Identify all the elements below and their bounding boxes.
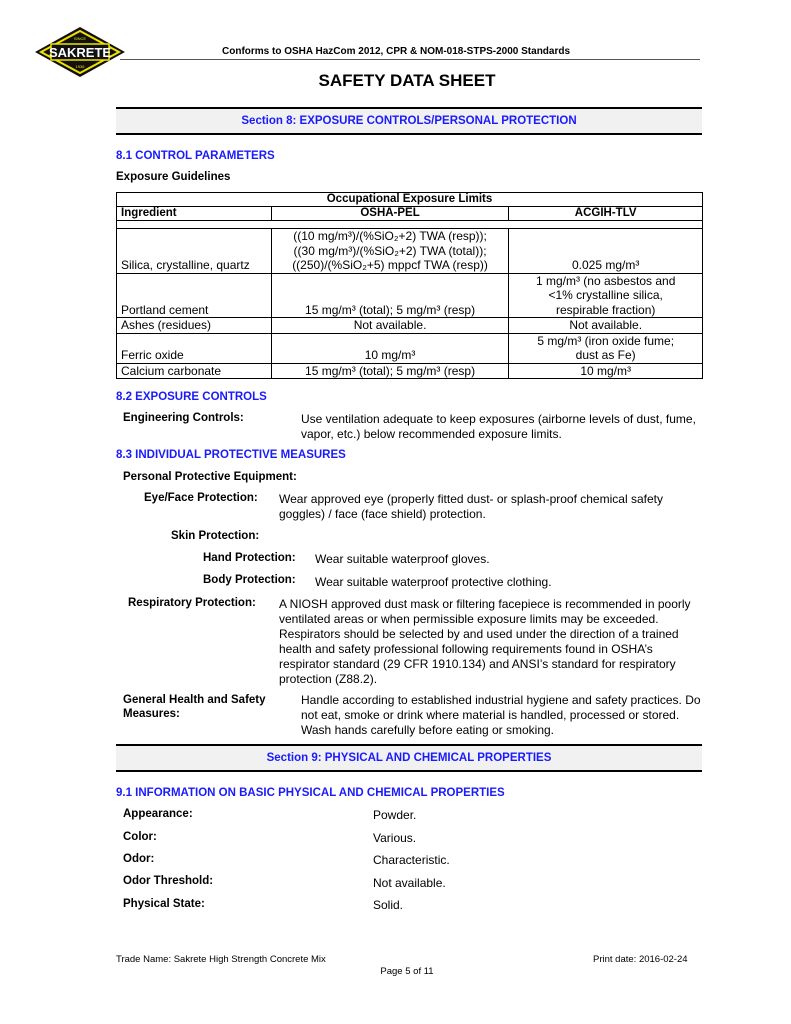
osha-cell: ((10 mg/m³)/(%SiO₂+2) TWA (resp)); ((30 mg/m³)/(%SiO₂+2) TWA (total)); ((250)/(%SiO₂+5) mppcf TWA (resp)) (271, 229, 509, 274)
table-caption: Occupational Exposure Limits (117, 193, 703, 207)
property-label: Appearance: (123, 808, 193, 820)
ingredient-cell: Calcium carbonate (117, 363, 272, 379)
engineering-controls-text: Use ventilation adequate to keep exposures (airborne levels of dust, fume, vapor, etc.) below recommended exposure limits. (301, 412, 696, 441)
ingredient-cell: Silica, crystalline, quartz (117, 229, 272, 274)
heading-9-1: 9.1 INFORMATION ON BASIC PHYSICAL AND CHEMICAL PROPERTIES (116, 787, 505, 799)
general-health-text: Handle according to established industrial hygiene and safety practices. Do not eat, smoke or drink where material is handled, processed or stored. Wash hands carefully before eating or smoking. (301, 693, 701, 737)
eye-face-protection-text: Wear approved eye (properly fitted dust- or splash-proof chemical safety goggles) / face (face shield) protection. (279, 492, 663, 521)
ingredient-cell: Ferric oxide (117, 333, 272, 363)
property-label: Odor Threshold: (123, 875, 214, 887)
property-label: Physical State: (123, 898, 205, 910)
table-row (117, 229, 703, 274)
ingredient-cell: Portland cement (117, 273, 272, 318)
acgih-cell: 5 mg/m³ (iron oxide fume; dust as Fe) (509, 333, 703, 363)
table-row (117, 273, 703, 318)
property-value: Not available. (373, 876, 446, 890)
footer-page-number: Page 5 of 11 (380, 966, 434, 977)
respiratory-protection-text: A NIOSH approved dust mask or filtering facepiece is recommended in poorly ventilated areas or when permissible exposure limits may be exceeded. Respirators should be selected by and used under the direction of a trained health and safety professional following requirements found in OSHA’s respirator standard (29 CFR 1910.134) and ANSI’s standard for respiratory protection (Z88.2). (279, 597, 691, 686)
header-rule (120, 59, 700, 60)
svg-text:SINCE: SINCE (73, 36, 87, 41)
footer-trade-name: Trade Name: Sakrete High Strength Concrete Mix (116, 954, 326, 965)
section-9-header: Section 9: PHYSICAL AND CHEMICAL PROPERTIES (116, 744, 702, 772)
heading-8-3: 8.3 INDIVIDUAL PROTECTIVE MEASURES (116, 449, 346, 461)
column-header-acgih-tlv: ACGIH-TLV (509, 207, 703, 221)
hand-protection-label: Hand Protection: (203, 552, 296, 564)
property-value: Characteristic. (373, 853, 450, 867)
engineering-controls-label: Engineering Controls: (123, 412, 244, 424)
osha-cell: 15 mg/m³ (total); 5 mg/m³ (resp) (271, 273, 509, 318)
body-protection-text: Wear suitable waterproof protective clothing. (315, 575, 552, 589)
acgih-cell: 0.025 mg/m³ (509, 229, 703, 274)
document-title: SAFETY DATA SHEET (318, 71, 496, 90)
column-header-ingredient: Ingredient (117, 207, 272, 221)
property-label: Odor: (123, 853, 155, 865)
exposure-guidelines-label: Exposure Guidelines (116, 171, 231, 183)
footer-print-date: Print date: 2016-02-24 (593, 954, 688, 965)
hand-protection-text: Wear suitable waterproof gloves. (315, 552, 490, 566)
section-8-header: Section 8: EXPOSURE CONTROLS/PERSONAL PROTECTION (116, 107, 702, 135)
ppe-label: Personal Protective Equipment: (123, 471, 297, 483)
exposure-limits-table (116, 192, 703, 379)
acgih-cell: Not available. (509, 318, 703, 334)
conforms-statement: Conforms to OSHA HazCom 2012, CPR & NOM-018-STPS-2000 Standards (222, 46, 571, 57)
svg-text:1936: 1936 (75, 64, 85, 69)
svg-text:SAKRETE: SAKRETE (48, 45, 112, 60)
column-header-osha-pel: OSHA-PEL (271, 207, 509, 221)
heading-8-2: 8.2 EXPOSURE CONTROLS (116, 391, 267, 403)
table-row (117, 333, 703, 363)
ingredient-cell: Ashes (residues) (117, 318, 272, 334)
acgih-cell: 1 mg/m³ (no asbestos and <1% crystalline silica, respirable fraction) (509, 273, 703, 318)
property-value: Powder. (373, 808, 417, 822)
osha-cell: 15 mg/m³ (total); 5 mg/m³ (resp) (271, 363, 509, 379)
spacer-row (117, 221, 703, 229)
acgih-cell: 10 mg/m³ (509, 363, 703, 379)
property-value: Solid. (373, 898, 404, 912)
table-row (117, 363, 703, 379)
osha-cell: Not available. (271, 318, 509, 334)
osha-cell: 10 mg/m³ (271, 333, 509, 363)
respiratory-protection-label: Respiratory Protection: (128, 597, 256, 609)
property-label: Color: (123, 831, 157, 843)
skin-protection-label: Skin Protection: (171, 530, 260, 542)
property-value: Various. (373, 831, 417, 845)
body-protection-label: Body Protection: (203, 574, 296, 586)
eye-face-protection-label: Eye/Face Protection: (144, 492, 258, 504)
general-health-label: General Health and Safety Measures: (123, 694, 266, 720)
heading-8-1: 8.1 CONTROL PARAMETERS (116, 150, 275, 162)
table-row (117, 318, 703, 334)
